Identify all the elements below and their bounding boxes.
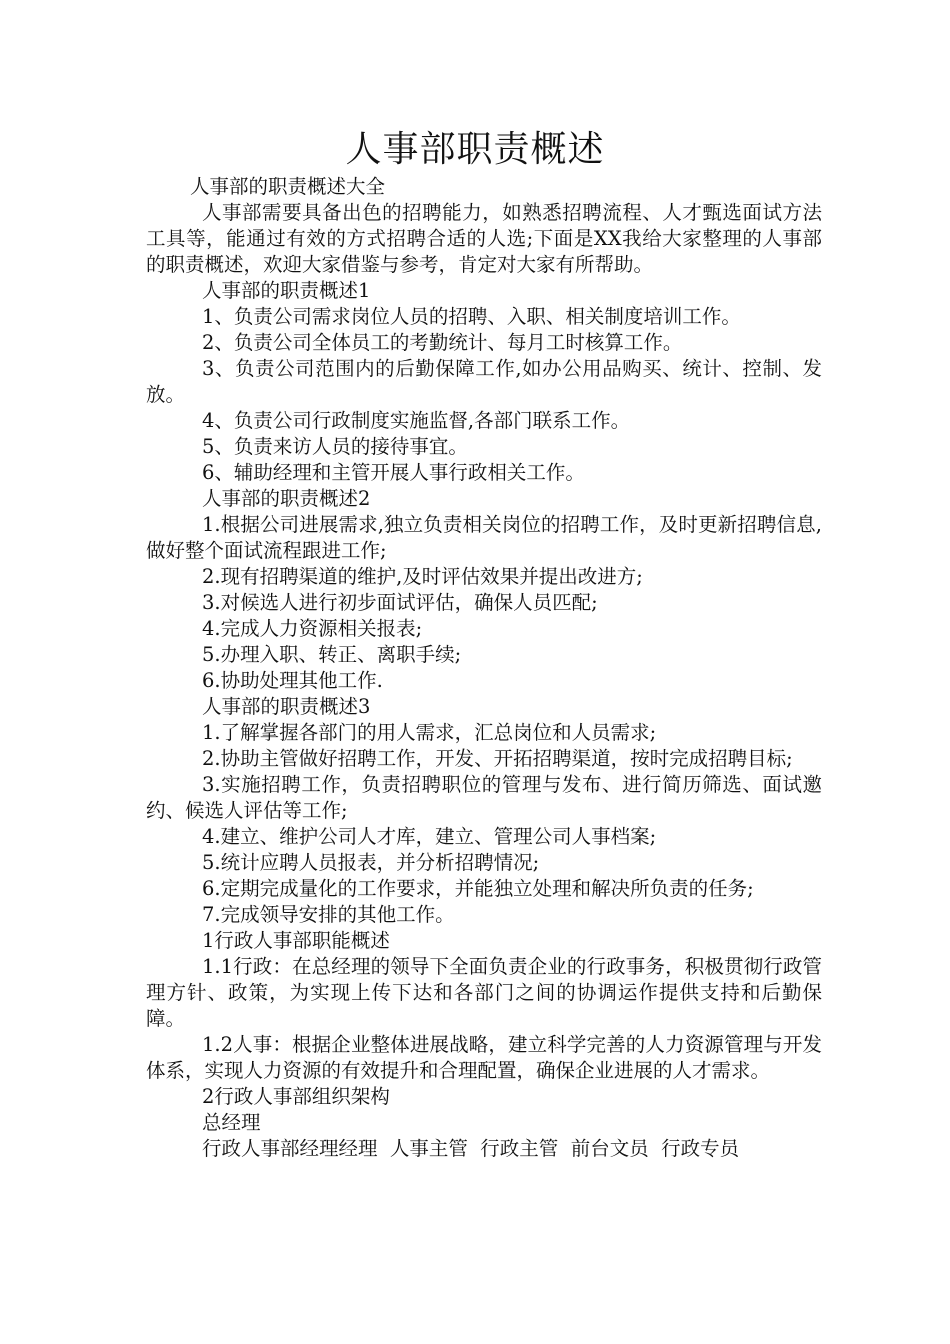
list-item: 6.定期完成量化的工作要求，并能独立处理和解决所负责的任务; <box>202 877 754 900</box>
list-item: 2.现有招聘渠道的维护,及时评估效果并提出改进方; <box>202 565 643 588</box>
list-item: 3.实施招聘工作，负责招聘职位的管理与发布、进行简历筛选、面试邀约、候选人评估等工作; <box>146 773 822 822</box>
list-item: 6.协助处理其他工作. <box>202 669 383 692</box>
subtitle-paragraph: 人事部的职责概述大全 <box>190 175 386 198</box>
admin-function-paragraph: 1.1行政：在总经理的领导下全面负责企业的行政事务，积极贯彻行政管理方针、政策，为实现上传下达和各部门之间的协调运作提供支持和后勤保障。 <box>146 955 822 1030</box>
list-item: 7.完成领导安排的其他工作。 <box>202 903 455 926</box>
org-general-manager: 总经理 <box>202 1111 261 1134</box>
list-item: 1.根据公司进展需求,独立负责相关岗位的招聘工作，及时更新招聘信息,做好整个面试流程跟进工作; <box>146 513 822 562</box>
list-item: 5.统计应聘人员报表，并分析招聘情况; <box>202 851 540 874</box>
section-heading-1: 人事部的职责概述1 <box>202 279 371 302</box>
document-body <box>146 174 822 1162</box>
section-heading-2: 人事部的职责概述2 <box>202 487 371 510</box>
org-positions-line: 行政人事部经理经理 人事主管 行政主管 前台文员 行政专员 <box>202 1137 740 1160</box>
section-heading-3: 人事部的职责概述3 <box>202 695 371 718</box>
intro-paragraph: 人事部需要具备出色的招聘能力，如熟悉招聘流程、人才甄选面试方法工具等，能通过有效的方式招聘合适的人选;下面是XX我给大家整理的人事部的职责概述，欢迎大家借鉴与参考，肯定对大家有所帮助。 <box>146 201 822 276</box>
list-item: 4.完成人力资源相关报表; <box>202 617 423 640</box>
list-item: 5、负责来访人员的接待事宜。 <box>202 435 468 458</box>
list-item: 6、辅助经理和主管开展人事行政相关工作。 <box>202 461 585 484</box>
list-item: 4、负责公司行政制度实施监督,各部门联系工作。 <box>202 409 631 432</box>
list-item: 3.对候选人进行初步面试评估，确保人员匹配; <box>202 591 598 614</box>
list-item: 2、负责公司全体员工的考勤统计、每月工时核算工作。 <box>202 331 683 354</box>
section-heading-function: 1行政人事部职能概述 <box>202 929 390 952</box>
list-item: 3、负责公司范围内的后勤保障工作,如办公用品购买、统计、控制、发放。 <box>146 357 822 406</box>
list-item: 2.协助主管做好招聘工作，开发、开拓招聘渠道，按时完成招聘目标; <box>202 747 793 770</box>
section-heading-org: 2行政人事部组织架构 <box>202 1085 390 1108</box>
hr-function-paragraph: 1.2人事：根据企业整体进展战略，建立科学完善的人力资源管理与开发体系，实现人力资源的有效提升和合理配置，确保企业进展的人才需求。 <box>146 1033 822 1082</box>
list-item: 5.办理入职、转正、离职手续; <box>202 643 462 666</box>
list-item: 1、负责公司需求岗位人员的招聘、入职、相关制度培训工作。 <box>202 305 741 328</box>
list-item: 1.了解掌握各部门的用人需求，汇总岗位和人员需求; <box>202 721 657 744</box>
list-item: 4.建立、维护公司人才库，建立、管理公司人事档案; <box>202 825 657 848</box>
document-title: 人事部职责概述 <box>345 129 605 170</box>
